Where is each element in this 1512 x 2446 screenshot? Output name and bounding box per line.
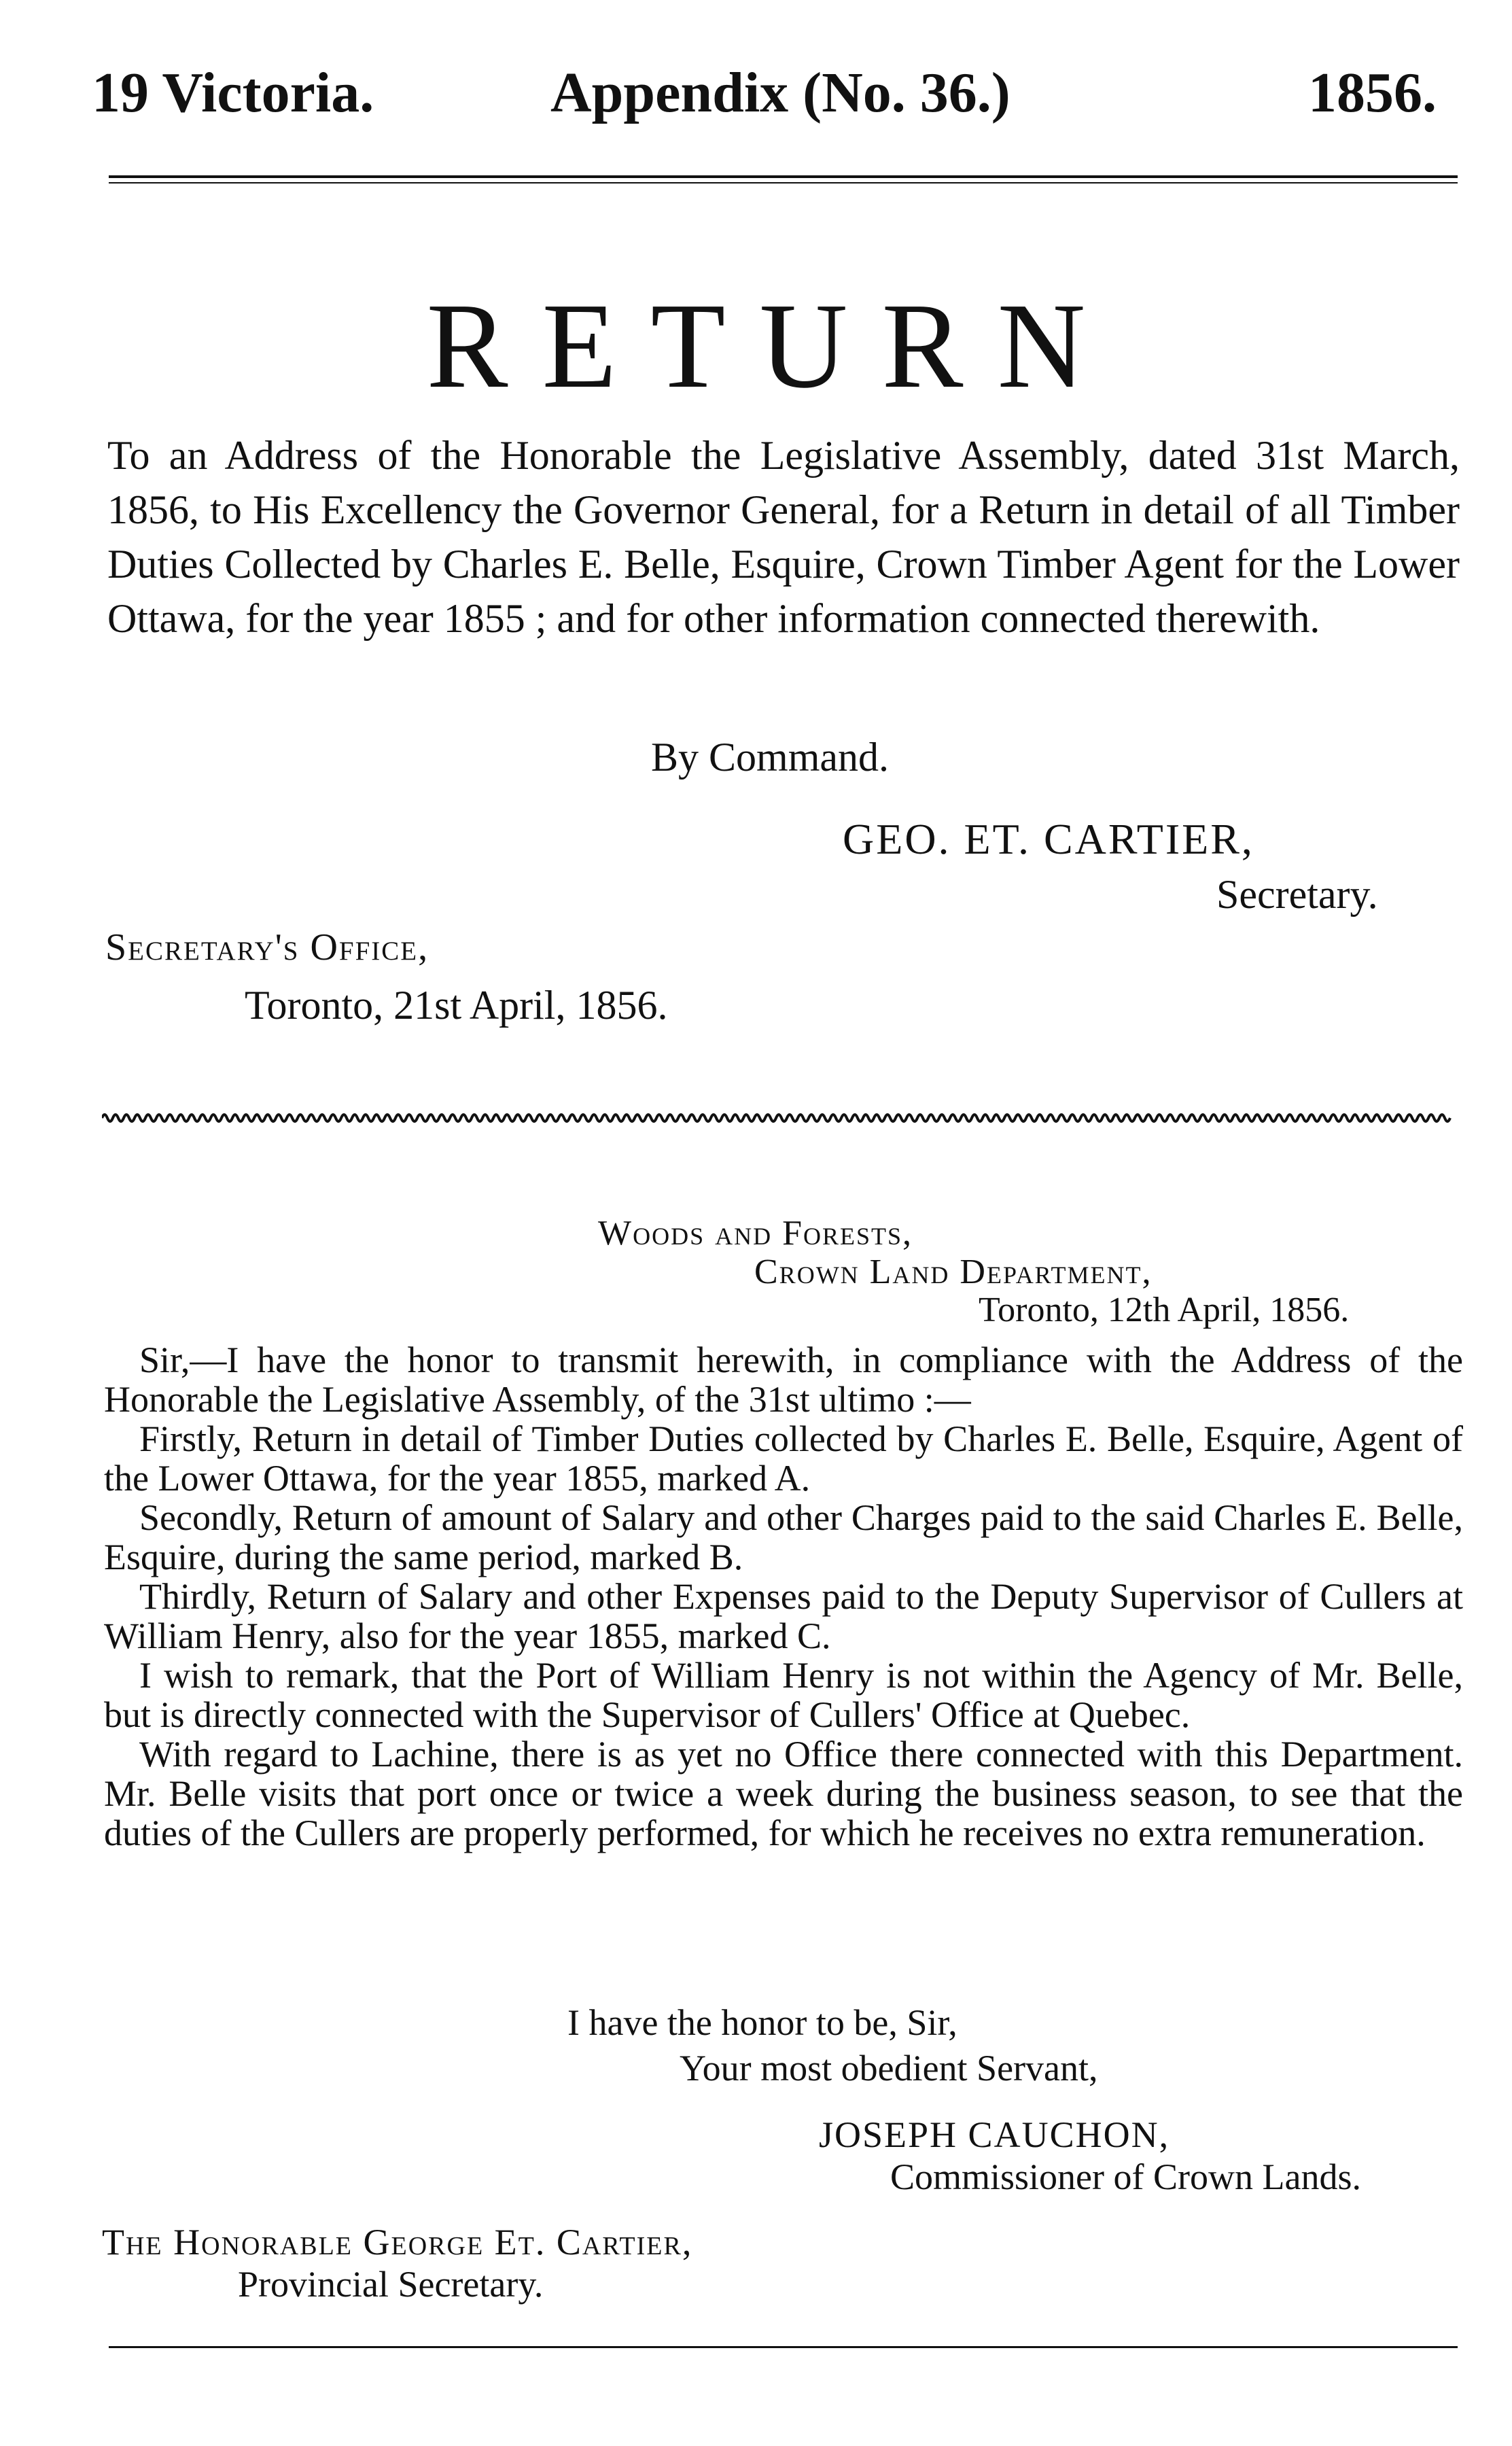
header-session: 19 Victoria. <box>92 61 374 124</box>
addressee-name: The Honorable George Et. Cartier, <box>102 2222 693 2262</box>
intro-paragraph: To an Address of the Honorable the Legislative Assembly, dated 31st March, 1856, to His Excellency the Governor General, for a Return in detail of all Timber Duties Collected by Charles E. Belle, Esquire, Crown Timber Agent for the Lower Ottawa, for the year 1855 ; and for other information connected therewith. <box>107 433 1460 641</box>
office-name: Secretary's Office, <box>105 926 429 968</box>
header-rule-top <box>109 175 1458 178</box>
header-year: 1856. <box>1308 61 1437 124</box>
header-appendix: Appendix (No. 36.) <box>550 61 1010 124</box>
office-place-date: Toronto, 21st April, 1856. <box>245 983 668 1028</box>
signatory-name: GEO. ET. CARTIER, <box>843 815 1254 863</box>
letter-closing-line1: I have the honor to be, Sir, <box>567 2002 957 2043</box>
letter-place-date: Toronto, 12th April, 1856. <box>979 1291 1350 1329</box>
letter-signature-name: JOSEPH CAUCHON, <box>819 2114 1170 2155</box>
letter-paragraph: Thirdly, Return of Salary and other Expenses paid to the Deputy Supervisor of Cullers at William Henry, also for the year 1855, marked C. <box>104 1576 1463 1656</box>
letter-signature-title: Commissioner of Crown Lands. <box>890 2156 1361 2197</box>
letter-paragraph: Sir,—I have the honor to transmit herewith, in compliance with the Address of the Honorable the Legislative Assembly, of the 31st ultimo :— <box>104 1340 1463 1420</box>
letter-closing-line2: Your most obedient Servant, <box>680 2048 1098 2089</box>
letter-paragraph: Firstly, Return in detail of Timber Duties collected by Charles E. Belle, Esquire, Agent of the Lower Ottawa, for the year 1855, marked A. <box>104 1418 1463 1499</box>
letter-paragraph: With regard to Lachine, there is as yet no Office there connected with this Department. Mr. Belle visits that port once or twice a week during the business season, to see that the duties of the Cullers are properly performed, for which he receives no extra remuneration. <box>104 1734 1463 1853</box>
footer-rule <box>109 2346 1458 2348</box>
by-command: By Command. <box>651 735 890 780</box>
letter-dept-woods-forests: Woods and Forests, <box>598 1214 913 1253</box>
page-title: RETURN <box>426 278 1120 413</box>
wavy-divider <box>102 1104 1454 1132</box>
addressee-title: Provincial Secretary. <box>238 2264 544 2305</box>
letter-dept-crown-land: Crown Land Department, <box>754 1253 1153 1291</box>
letter-paragraph: I wish to remark, that the Port of William Henry is not within the Agency of Mr. Belle, but is directly connected with the Supervisor of Cullers' Office at Quebec. <box>104 1655 1463 1735</box>
letter-body <box>104 1340 1463 1853</box>
letter-paragraph: Secondly, Return of amount of Salary and other Charges paid to the said Charles E. Belle, Esquire, during the same period, marked B. <box>104 1497 1463 1577</box>
signatory-title: Secretary. <box>1216 872 1378 917</box>
header-rule-bottom <box>109 182 1458 184</box>
